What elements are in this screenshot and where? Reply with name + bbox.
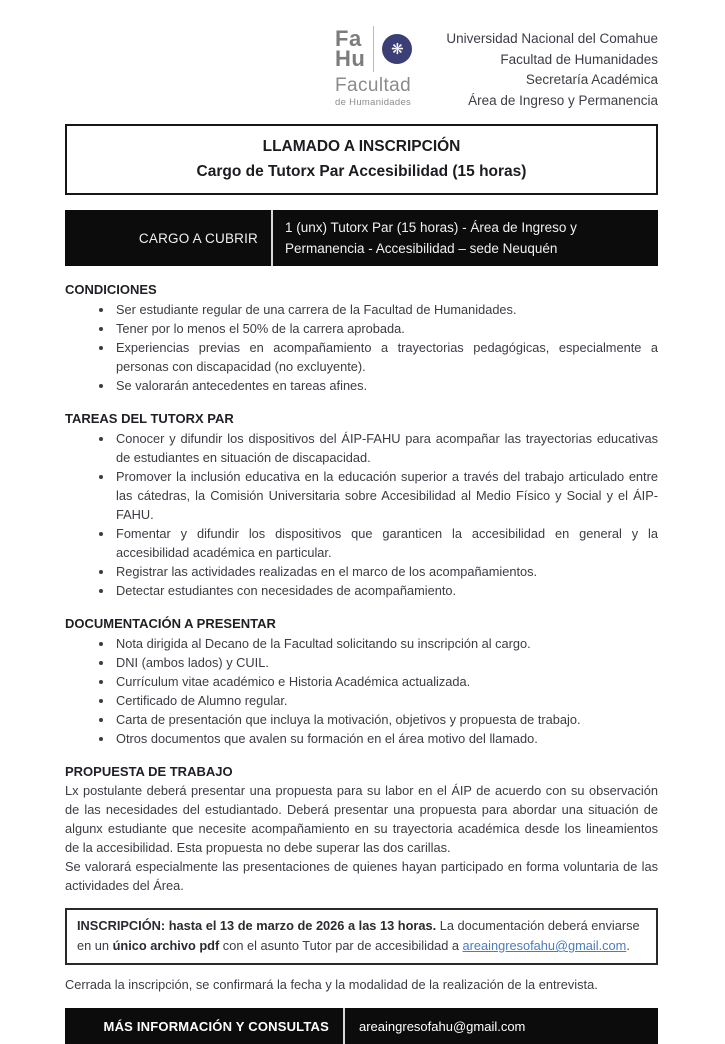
bullet-item: • Detectar estudiantes con necesidades de acompañamiento.	[114, 581, 658, 600]
section-heading: CONDICIONES	[65, 282, 157, 297]
title-box	[65, 124, 658, 195]
university-seal-icon: ❋	[382, 34, 412, 64]
propuesta-paragraph: Lx postulante deberá presentar una propuesta para su labor en el ÁIP de acuerdo con su observación de las necesidades del estudiantado. Deberá presentar una propuesta para abordar una situación de algunx estudiante que necesite acompañamiento en su trayectoria académica desde los lineamientos de la accesibilidad. Esta propuesta no debe superar las dos carillas.	[65, 783, 658, 855]
section-documentacion	[65, 614, 658, 748]
institution-line-secretaria: Secretaría Académica	[525, 72, 658, 87]
header	[65, 26, 658, 111]
section-propuesta	[65, 762, 658, 895]
section-heading: TAREAS DEL TUTORX PAR	[65, 411, 234, 426]
bullet-item: • Conocer y difundir los dispositivos del ÁIP-FAHU para acompañar las trayectorias educativas de estudiantes en situación de discapacidad.	[114, 429, 658, 467]
fahu-logo	[335, 26, 412, 108]
institution-line-area: Área de Ingreso y Permanencia	[468, 92, 658, 108]
cargo-bar	[65, 210, 658, 266]
section-tareas	[65, 409, 658, 600]
bullet-item: • Nota dirigida al Decano de la Facultad solicitando su inscripción al cargo.	[114, 634, 658, 653]
footer-label: MÁS INFORMACIÓN Y CONSULTAS	[103, 1018, 329, 1034]
bullet-item: • Tener por lo menos el 50% de la carrera aprobada.	[114, 319, 658, 338]
bullet-list	[65, 634, 658, 748]
institution-line-faculty: Facultad de Humanidades	[500, 51, 658, 67]
bullet-item: • Experiencias previas en acompañamiento a trayectorias pedagógicas, especialmente a personas con discapacidad (no excluyente).	[114, 338, 658, 376]
bullet-item: • Promover la inclusión educativa en la educación superior a través del trabajo articulado entre las cátedras, la Comisión Universitaria sobre Accesibilidad al Medio Físico y Social y el ÁIP-FAHU.	[114, 467, 658, 524]
inscripcion-text: .	[626, 938, 630, 953]
cargo-value: 1 (unx) Tutorx Par (15 horas) - Área de Ingreso y Permanencia - Accesibilidad – sede Neuquén	[285, 220, 577, 256]
inscripcion-pdf-bold: único archivo pdf	[112, 938, 220, 953]
bullet-item: • Carta de presentación que incluya la motivación, objetivos y propuesta de trabajo.	[114, 710, 658, 729]
bullet-item: • Fomentar y difundir los dispositivos que garanticen la accesibilidad en general y la accesibilidad académica en particular.	[114, 524, 658, 562]
inscripcion-box	[65, 908, 658, 965]
bullet-item: • Currículum vitae académico e Historia Académica actualizada.	[114, 672, 658, 691]
footer-contact-bar	[65, 1008, 658, 1044]
fahu-logo-top	[335, 26, 412, 72]
section-condiciones	[65, 280, 658, 395]
inscripcion-text: con el asunto Tutor par de accesibilidad a	[219, 938, 463, 953]
logo-subtitle-text: de Humanidades	[335, 97, 412, 108]
fahu-wordmark-bottom: Hu	[335, 46, 366, 71]
page-subtitle: Cargo de Tutorx Par Accesibilidad (15 horas)	[196, 163, 527, 180]
cargo-label: CARGO A CUBRIR	[138, 230, 258, 246]
bullet-item: • DNI (ambos lados) y CUIL.	[114, 653, 658, 672]
bullet-item: • Certificado de Alumno regular.	[114, 691, 658, 710]
inscripcion-text: La documentación deberá enviarse en un	[77, 918, 640, 953]
logo-faculty-text: Facultad	[335, 75, 412, 96]
bullet-item: • Ser estudiante regular de una carrera de la Facultad de Humanidades.	[114, 300, 658, 319]
footer-email: areaingresofahu@gmail.com	[359, 1018, 526, 1034]
fahu-wordmark	[335, 26, 366, 71]
institution-block	[446, 26, 658, 111]
institution-line-university: Universidad Nacional del Comahue	[446, 31, 658, 46]
bullet-list	[65, 429, 658, 600]
bullet-item: • Se valorarán antecedentes en tareas afines.	[114, 376, 658, 395]
section-heading: PROPUESTA DE TRABAJO	[65, 764, 233, 779]
propuesta-paragraph: Se valorará especialmente las presentaciones de quienes hayan participado en forma voluntaria de las actividades del Área.	[65, 859, 658, 893]
logo-divider	[373, 26, 374, 72]
bullet-item: • Registrar las actividades realizadas en el marco de los acompañamientos.	[114, 562, 658, 581]
bullet-list	[65, 300, 658, 395]
bullet-item: • Otros documentos que avalen su formación en el área motivo del llamado.	[114, 729, 658, 748]
email-link[interactable]: areaingresofahu@gmail.com	[462, 938, 627, 953]
page-title: LLAMADO A INSCRIPCIÓN	[262, 138, 461, 155]
section-heading: DOCUMENTACIÓN A PRESENTAR	[65, 616, 276, 631]
inscripcion-deadline: INSCRIPCIÓN: hasta el 13 de marzo de 2026 a las 13 horas.	[77, 918, 437, 933]
interview-note: Cerrada la inscripción, se confirmará la fecha y la modalidad de la realización de la entrevista.	[65, 977, 598, 992]
fahu-wordmark-top: Fa	[335, 26, 362, 51]
